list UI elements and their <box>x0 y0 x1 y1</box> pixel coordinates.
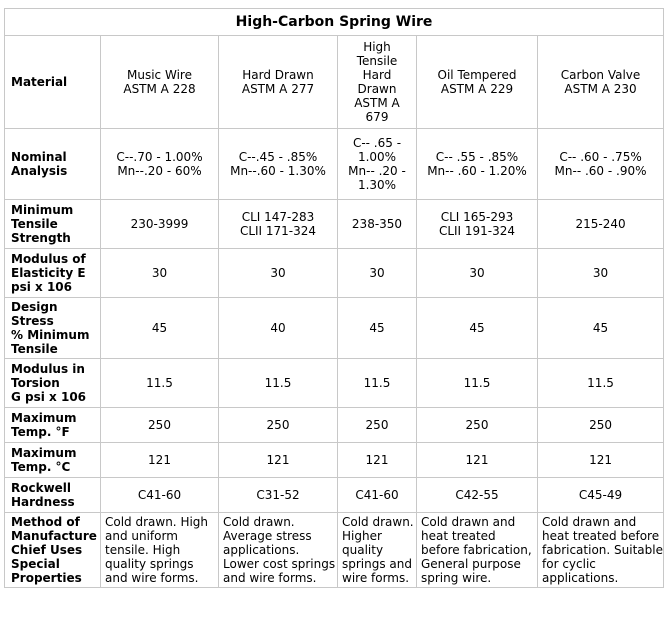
column-header-carbon-valve: Carbon Valve ASTM A 230 <box>538 36 664 129</box>
table-cell: C42-55 <box>417 478 538 513</box>
column-header-high-tensile: High Tensile Hard Drawn ASTM A 679 <box>338 36 417 129</box>
row-header-method-of-manufacture: Method of Manufacture Chief Uses Special Properties <box>5 513 101 588</box>
table-cell: C-- .55 - .85% Mn-- .60 - 1.20% <box>417 129 538 200</box>
table-cell: C--.70 - 1.00% Mn--.20 - 60% <box>101 129 219 200</box>
table-cell: 11.5 <box>101 359 219 408</box>
table-cell: 250 <box>338 408 417 443</box>
table-cell: Cold drawn. High and uniform tensile. High quality springs and wire forms. <box>101 513 219 588</box>
table-cell: 40 <box>219 298 338 359</box>
table-cell: 250 <box>101 408 219 443</box>
table-cell: Cold drawn. Higher quality springs and wire forms. <box>338 513 417 588</box>
table-cell: C41-60 <box>338 478 417 513</box>
table-cell: 45 <box>101 298 219 359</box>
table-cell: C41-60 <box>101 478 219 513</box>
column-header-oil-tempered: Oil Tempered ASTM A 229 <box>417 36 538 129</box>
row-design-stress <box>5 298 664 359</box>
row-modulus-in-torsion <box>5 359 664 408</box>
table-cell: 11.5 <box>219 359 338 408</box>
table-cell: 250 <box>417 408 538 443</box>
table-cell: Cold drawn. Average stress applications. Lower cost springs and wire forms. <box>219 513 338 588</box>
table-cell: 11.5 <box>338 359 417 408</box>
table-cell: 250 <box>538 408 664 443</box>
table-cell: 11.5 <box>417 359 538 408</box>
row-material <box>5 36 664 129</box>
table-cell: 250 <box>219 408 338 443</box>
row-header-nominal-analysis: Nominal Analysis <box>5 129 101 200</box>
table-cell: 30 <box>219 249 338 298</box>
spring-wire-table <box>4 8 664 588</box>
table-cell: C--.45 - .85% Mn--.60 - 1.30% <box>219 129 338 200</box>
table-cell: 238-350 <box>338 200 417 249</box>
table-cell: 121 <box>101 443 219 478</box>
table-cell: 45 <box>538 298 664 359</box>
column-header-hard-drawn: Hard Drawn ASTM A 277 <box>219 36 338 129</box>
table-title: High-Carbon Spring Wire <box>5 9 664 36</box>
row-minimum-tensile-strength <box>5 200 664 249</box>
table-cell: 45 <box>338 298 417 359</box>
table-cell: C45-49 <box>538 478 664 513</box>
table-cell: 11.5 <box>538 359 664 408</box>
row-rockwell-hardness <box>5 478 664 513</box>
table-cell: 215-240 <box>538 200 664 249</box>
table-cell: 121 <box>338 443 417 478</box>
row-maximum-temp-c <box>5 443 664 478</box>
row-header-modulus-of-elasticity: Modulus of Elasticity E psi x 106 <box>5 249 101 298</box>
table-cell: 30 <box>101 249 219 298</box>
table-cell: 230-3999 <box>101 200 219 249</box>
row-nominal-analysis <box>5 129 664 200</box>
row-header-maximum-temp-c: Maximum Temp. °C <box>5 443 101 478</box>
table-cell: Cold drawn and heat treated before fabrication. Suitable for cyclic applications. <box>538 513 664 588</box>
table-cell: Cold drawn and heat treated before fabrication, General purpose spring wire. <box>417 513 538 588</box>
table-cell: 30 <box>417 249 538 298</box>
table-cell: C-- .60 - .75% Mn-- .60 - .90% <box>538 129 664 200</box>
table-cell: 30 <box>338 249 417 298</box>
table-cell: 45 <box>417 298 538 359</box>
row-modulus-of-elasticity <box>5 249 664 298</box>
table-cell: 30 <box>538 249 664 298</box>
row-header-maximum-temp-f: Maximum Temp. °F <box>5 408 101 443</box>
row-maximum-temp-f <box>5 408 664 443</box>
table-cell: 121 <box>538 443 664 478</box>
table-cell: CLI 147-283 CLII 171-324 <box>219 200 338 249</box>
table-cell: CLI 165-293 CLII 191-324 <box>417 200 538 249</box>
table-cell: C-- .65 - 1.00% Mn-- .20 - 1.30% <box>338 129 417 200</box>
row-header-minimum-tensile-strength: Minimum Tensile Strength <box>5 200 101 249</box>
column-header-music-wire: Music Wire ASTM A 228 <box>101 36 219 129</box>
table-cell: C31-52 <box>219 478 338 513</box>
row-header-rockwell-hardness: Rockwell Hardness <box>5 478 101 513</box>
table-cell: 121 <box>219 443 338 478</box>
row-header-material: Material <box>5 36 101 129</box>
row-header-modulus-in-torsion: Modulus in Torsion G psi x 106 <box>5 359 101 408</box>
row-method-of-manufacture <box>5 513 664 588</box>
row-header-design-stress: Design Stress % Minimum Tensile <box>5 298 101 359</box>
table-cell: 121 <box>417 443 538 478</box>
